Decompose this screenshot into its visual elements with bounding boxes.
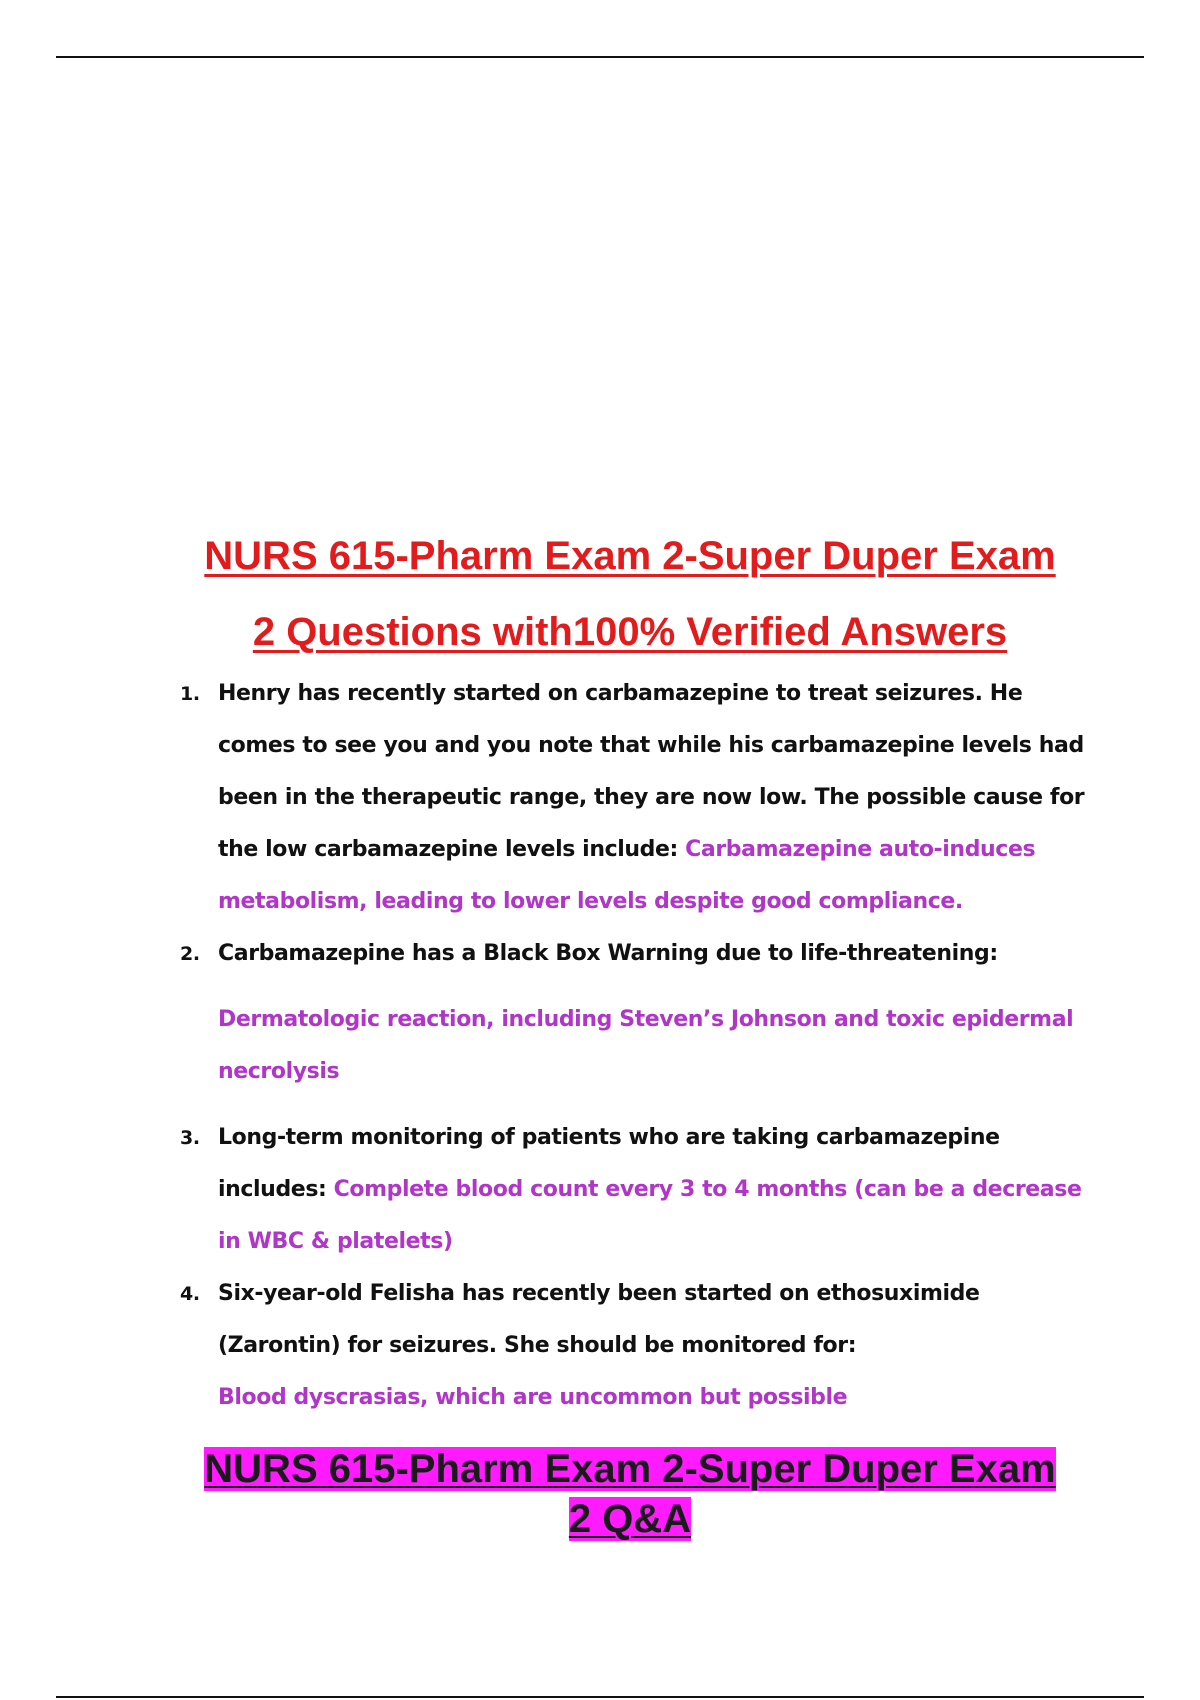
title-line-2: 2 Questions with100% Verified Answers xyxy=(252,610,1008,654)
footer-title xyxy=(160,1444,1100,1544)
footer-line-2: 2 Q&A xyxy=(568,1497,692,1541)
answer-text: Dermatologic reaction, including Steven’s Johnson and toxic epidermal necrolysis xyxy=(218,1007,1074,1084)
bottom-rule xyxy=(56,1696,1144,1698)
footer-line-1: NURS 615-Pharm Exam 2-Super Duper Exam xyxy=(204,1447,1056,1491)
question-text: Long-term monitoring of patients who are taking carbamazepine includes: xyxy=(218,1125,1000,1202)
answer-text: Carbamazepine auto-induces metabolism, leading to lower levels despite good compliance. xyxy=(218,837,1036,914)
question-list xyxy=(160,668,1100,1424)
top-rule xyxy=(56,56,1144,58)
answer-text: Blood dyscrasias, which are uncommon but possible xyxy=(218,1385,848,1410)
question-item-2 xyxy=(160,928,1100,1098)
question-number: 3. xyxy=(180,1127,200,1149)
question-number: 4. xyxy=(180,1283,200,1305)
question-text: Carbamazepine has a Black Box Warning due to life-threatening: xyxy=(218,941,998,966)
title-line-1: NURS 615-Pharm Exam 2-Super Duper Exam xyxy=(204,534,1056,578)
answer-text: Complete blood count every 3 to 4 months (can be a decrease in WBC & platelets) xyxy=(218,1177,1082,1254)
question-number: 2. xyxy=(180,943,200,965)
question-item-3 xyxy=(160,1112,1100,1268)
question-text: Henry has recently started on carbamazepine to treat seizures. He comes to see you and you note that while his carbamazepine levels had been in the therapeutic range, they are now low. The possible cause for the low carbamazepine levels include: xyxy=(218,681,1085,862)
question-item-4 xyxy=(160,1268,1100,1424)
document-title xyxy=(160,518,1100,670)
question-text: Six-year-old Felisha has recently been started on ethosuximide (Zarontin) for seizures. She should be monitored for: xyxy=(218,1281,980,1358)
question-item-1 xyxy=(160,668,1100,928)
question-number: 1. xyxy=(180,683,200,705)
